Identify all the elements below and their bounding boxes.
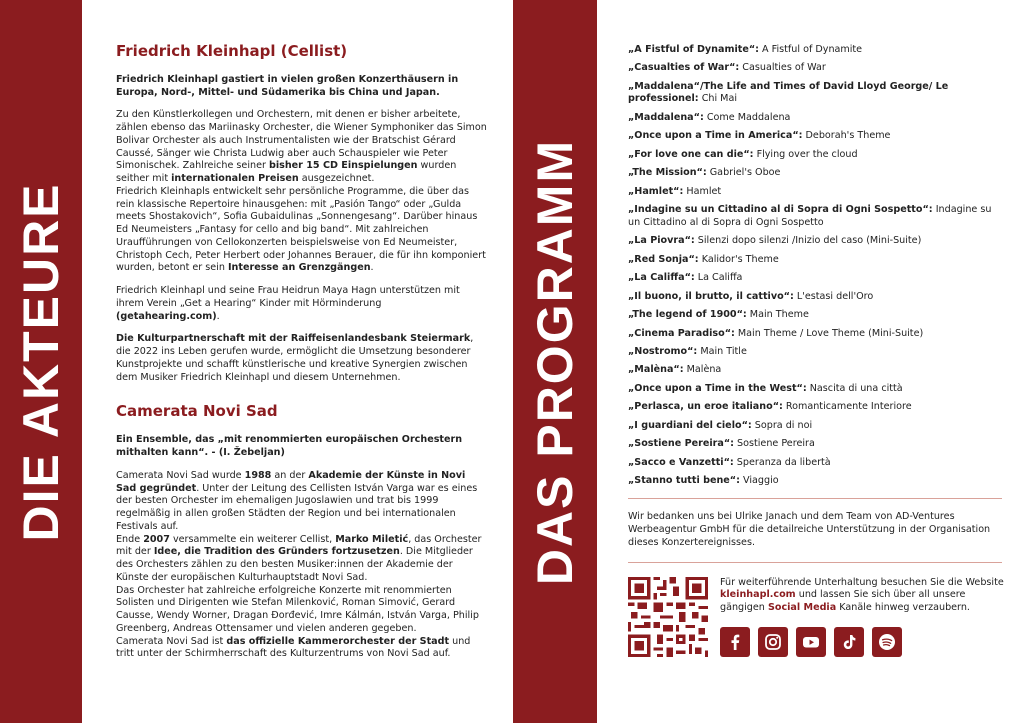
camerata-heading: Camerata Novi Sad xyxy=(116,402,278,421)
program-item: „I guardiani del cielo“: Sopra di noi xyxy=(628,419,813,431)
program-item: „Indagine su un Cittadino al di Sopra di Ogni Sospetto“: Indagine su un Cittadino al di Sopra di Ogni Sospetto xyxy=(628,204,992,228)
thanks-text: Wir bedanken uns bei Ulrike Janach und dem Team von AD-Ventures Werbeagentur GmbH für die detailreiche Unterstützung in der Organisation dieses Konzertereignisses. xyxy=(628,510,991,548)
kleinhapl-paragraph-1: Zu den Künstlerkollegen und Orchestern, mit denen er bisher arbeitete, zählen ebenso das Mariinasky Orchester, die Wiener Symphoniker das Simon Bolivar Orchester als auch Instrumentalisten wie der Bratschist Gérard Caussé, Sänger wie Christa Ludwig aber auch Schauspieler wie Peter Simonischek. Zahlreiche seiner bisher 15 CD Einspielungen wurden seither mit internationalen Preisen ausgezeichnet. Friedrich Kleinhapls entwickelt sehr persönliche Programme, die über das rein klassische Repertoire hinausgehen: mit „Pasión Tango“ oder „Gulda meets Shostakovich“, Sofia Gubaidulinas „Sonnengesang“. Darüber hinaus Ed Neumeisters „Fantasy for cello and big band“. Mit zahlreichen Uraufführungen von Cellokonzerten beispielsweise von Ed Neumeister, Christoph Cech, Peter Herbert oder Johannes Berauer, die für ihn komponiert wurden, betont er sein Interesse an Grenzgängen. xyxy=(116,109,487,274)
program-item: „Perlasca, un eroe italiano“: Romanticamente Interiore xyxy=(628,401,912,413)
instagram-icon[interactable] xyxy=(758,627,788,657)
akteure-title: DIE AKTEURE xyxy=(13,181,69,542)
kleinhapl-heading: Friedrich Kleinhapl (Cellist) xyxy=(116,42,348,60)
qr-code-icon[interactable] xyxy=(628,577,708,657)
program-item: „Maddalena“: Come Maddalena xyxy=(628,111,791,123)
kleinhapl-paragraph-3: Die Kulturpartnerschaft mit der Raiffeisenlandesbank Steiermark, die 2022 ins Leben gerufen wurde, ermöglicht die Umsetzung besonderer Kunstprojekte und schafft künstlerische und kreative Synergien zwischen dem Musiker Friedrich Kleinhapl und diesem Unternehmen. xyxy=(116,333,474,383)
program-item: „Maddalena“/The Life and Times of David Lloyd George/ Le professionel: Chi Mai xyxy=(628,80,949,105)
middle-band xyxy=(513,0,597,723)
footer-block xyxy=(628,576,1004,667)
camerata-paragraph: Camerata Novi Sad wurde 1988 an der Akademie der Künste in Novi Sad gegründet. Unter der Leitung des Cellisten István Varga war es eines der besten Orchester im ehemaligen Jugoslawien und trat bis 1999 regelmäßig in allen großen Städten der Region und bei internationalen Festivals auf. Ende 2007 versammelte ein weiterer Cellist, Marko Miletić, das Orchester mit der Idee, die Tradition des Gründers fortzusetzen. Die Mitglieder des Orchesters zählen zu den besten Musiker:innen der Akademie der Künste der europäischen Kulturhauptstadt Novi Sad. Das Orchester hat zahlreiche erfolgreiche Konzerte mit renommierten Solisten und Dirigenten wie Stefan Milenković, Roman Simović, Gerard Causse, Wendy Worner, Dragan Đorđević, Imre Kálmán, István Varga, Philip Greenberg, Andreas Ottensamer und vielen anderen gegeben. Camerata Novi Sad ist das offizielle Kammerorchester der Stadt und tritt unter der Schirmherrschaft des Kulturzentrums von Novi Sad auf. xyxy=(116,469,482,660)
program-item: „Sostiene Pereira“: Sostiene Pereira xyxy=(628,438,815,450)
program-item: „Il buono, il brutto, il cattivo“: L'estasi dell'Oro xyxy=(628,290,874,302)
left-band xyxy=(0,0,82,723)
program-item: „A Fistful of Dynamite“: A Fistful of Dynamite xyxy=(628,44,863,55)
program-item: „For love one can die“: Flying over the cloud xyxy=(628,148,858,160)
spotify-icon[interactable] xyxy=(872,627,902,657)
program-item: „The Mission“: Gabriel's Oboe xyxy=(628,167,781,179)
akteure-column xyxy=(116,42,488,671)
program-item: „Hamlet“: Hamlet xyxy=(628,185,722,197)
program-list xyxy=(628,44,1000,488)
kleinhapl-paragraph-2: Friedrich Kleinhapl und seine Frau Heidrun Maya Hagn unterstützen mit ihrem Verein „Get a Hearing“ Kinder mit Hörminderung (getahearing.com). xyxy=(116,285,460,322)
youtube-icon[interactable] xyxy=(796,627,826,657)
facebook-icon[interactable] xyxy=(720,627,750,657)
getahearing-link: (getahearing.com) xyxy=(116,310,217,322)
program-item: „Once upon a Time in the West“: Nascita di una città xyxy=(628,382,903,394)
follow-text: Für weiterführende Unterhaltung besuchen Sie die Website kleinhapl.com und lassen Sie sich über all unsere gängigen Social Media Kanäle hinweg verzaubern. xyxy=(720,576,1004,614)
kleinhapl-lead: Friedrich Kleinhapl gastiert in vielen großen Konzerthäusern in Europa, Nord-, Mittel- und Südamerika bis China und Japan. xyxy=(116,73,459,98)
program-item: „Stanno tutti bene“: Viaggio xyxy=(628,475,779,487)
program-item: „La Piovra“: Silenzi dopo silenzi /Inizio del caso (Mini-Suite) xyxy=(628,235,922,247)
divider xyxy=(628,498,1002,499)
program-item: „Nostromo“: Main Title xyxy=(628,345,747,357)
program-item: „Malèna“: Malèna xyxy=(628,364,722,376)
program-item: „Casualties of War“: Casualties of War xyxy=(628,62,826,74)
programm-column xyxy=(628,44,1004,667)
program-item: „Sacco e Vanzetti“: Speranza da libertà xyxy=(628,456,831,468)
program-item: „Once upon a Time in America“: Deborah's Theme xyxy=(628,130,891,142)
program-item: „The legend of 1900“: Main Theme xyxy=(628,309,809,321)
social-icons xyxy=(720,627,902,657)
website-link[interactable]: kleinhapl.com xyxy=(720,589,796,601)
divider xyxy=(628,562,1002,563)
program-item: „La Califfa“: La Califfa xyxy=(628,272,743,284)
tiktok-icon[interactable] xyxy=(834,627,864,657)
camerata-lead: Ein Ensemble, das „mit renommierten europäischen Orchestern mithalten kann“. - (I. Žebeljan) xyxy=(116,434,463,459)
program-item: „Red Sonja“: Kalidor's Theme xyxy=(628,253,779,265)
programm-title: DAS PROGRAMM xyxy=(527,138,583,585)
program-item: „Cinema Paradiso“: Main Theme / Love Theme (Mini-Suite) xyxy=(628,327,924,339)
